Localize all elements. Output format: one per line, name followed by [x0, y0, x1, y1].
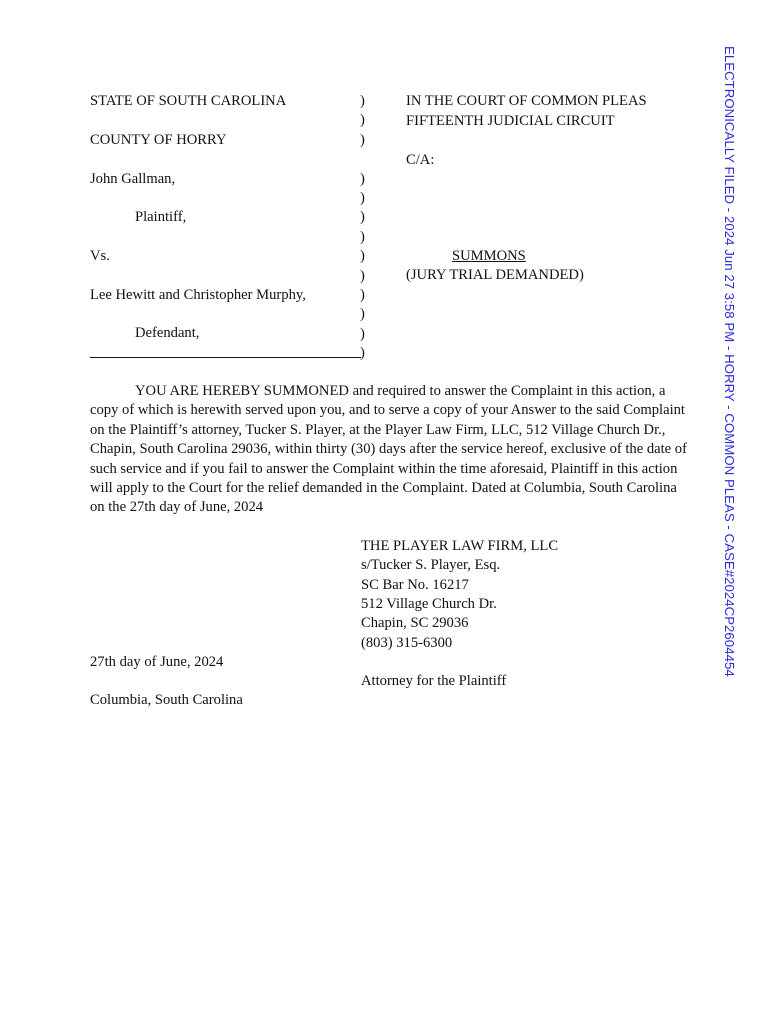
paren: )	[360, 93, 365, 109]
paren: )	[360, 306, 365, 323]
paren: )	[360, 112, 365, 129]
bar-number: SC Bar No. 16217	[361, 577, 469, 593]
paren: )	[360, 189, 365, 206]
signer-name: s/Tucker S. Player, Esq.	[361, 557, 501, 573]
filing-stamp-text: ELECTRONICALLY FILED - 2024 Jun 27 3:58 PM - HORRY - COMMON PLEAS - CASE#2024CP2604454	[722, 46, 737, 677]
attorney-role: Attorney for the Plaintiff	[361, 673, 507, 689]
plaintiff-name: John Gallman,	[90, 171, 176, 187]
summons-paragraph: YOU ARE HEREBY SUMMONED and required to answer the Complaint in this action, a copy of which is herewith served upon you, and to serve a copy of your Answer to the said Complaint on the Plaintiff’s attorney, Tucker S. Player, at the Player Law Firm, LLC, 512 Village Church Dr., Chapin, South Carolina 29036, within thirty (30) days after the service hereof, exclusive of the date of such service and if you fail to answer the Complaint within the time aforesaid, Plaintiff in this action will apply to the Court for the relief demanded in the Complaint. Dated at Columbia, South Carolina on the 27th day of June, 2024	[90, 383, 687, 516]
county-line: COUNTY OF HORRY	[90, 132, 227, 148]
paren: )	[360, 248, 365, 265]
circuit-name: FIFTEENTH JUDICIAL CIRCUIT	[406, 113, 615, 129]
firm-city: Chapin, SC 29036	[361, 615, 469, 631]
caption-underline	[90, 357, 361, 358]
paren: )	[360, 325, 365, 342]
defendant-names: Lee Hewitt and Christopher Murphy,	[90, 287, 306, 303]
paren: )	[360, 345, 365, 362]
paren: )	[360, 209, 365, 226]
defendant-role: Defendant,	[135, 325, 200, 341]
versus-label: Vs.	[90, 248, 110, 264]
filing-stamp	[719, 46, 739, 677]
document-title: SUMMONS	[452, 248, 526, 264]
firm-phone: (803) 315-6300	[361, 635, 453, 651]
firm-name: THE PLAYER LAW FIRM, LLC	[361, 538, 559, 554]
firm-street: 512 Village Church Dr.	[361, 596, 497, 612]
state-line: STATE OF SOUTH CAROLINA	[90, 93, 287, 109]
paren: )	[360, 131, 365, 148]
paren: )	[360, 286, 365, 303]
caption-paren-column	[360, 92, 365, 363]
jury-demand: (JURY TRIAL DEMANDED)	[406, 267, 584, 283]
court-name: IN THE COURT OF COMMON PLEAS	[406, 93, 647, 109]
plaintiff-role: Plaintiff,	[135, 209, 187, 225]
place-line: Columbia, South Carolina	[90, 692, 243, 708]
case-action-label: C/A:	[406, 152, 435, 168]
paren: )	[360, 267, 365, 284]
date-line: 27th day of June, 2024	[90, 654, 224, 670]
paren: )	[360, 228, 365, 245]
paren: )	[360, 170, 365, 187]
